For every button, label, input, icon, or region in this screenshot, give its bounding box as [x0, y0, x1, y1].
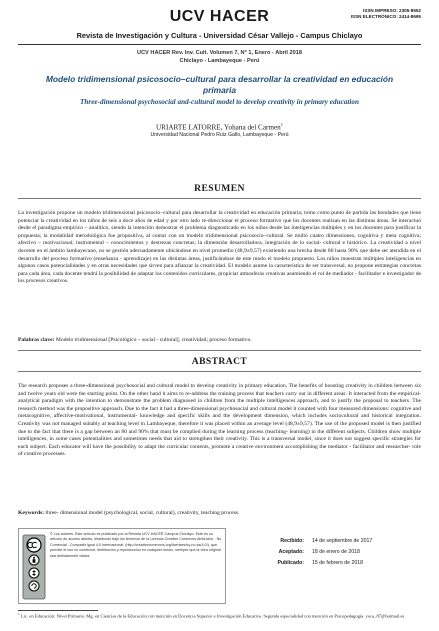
license-box	[18, 528, 226, 604]
article-title-english: Three-dimensional psychosocial and-cultural model to develop creativity in primary education	[80, 98, 359, 106]
date-accepted-label: Aceptado:	[278, 549, 304, 555]
keywords-english	[18, 510, 421, 518]
header-rule	[18, 44, 421, 45]
citation-volume: UCV HACER Rev. Inv. Cult. Volumen 7, N° 1, Enero - Abril 2018	[137, 50, 302, 56]
issn-block	[351, 8, 421, 20]
date-accepted-value: 18 de enero de 2018	[312, 549, 360, 555]
abstract-top-rule	[18, 350, 421, 351]
resumen-text: La investigación propone un modelo tridimensional psicosocio–cultural para desarrollar la creatividad en educación primaria; tomo como punto de partida las bondades que tiene potenciar la creatividad en los niños de seis a doce años de edad y por otro lado re-direccionar el proceso formativo que los docentes realizan en las distintas áreas. Se interactuó desde el paradigma empírico – analítico, siendo la intención demostrar el problema diagnosticado en los niños desde las inteligencias múltiples y en los docentes para justificar la propuesta; la modalidad metodológica fue propositiva, al contar con un modelo tridimensional psicosocio–cultural. Se midió cuatro dimensiones, cognitiva y meta cognitiva; afectivo – motivacional; instrumental – conocimientos y destrezas concretas; la dimensión desarrolladora, integración de lo social- cultural e histórico. La creatividad a nivel docente en el ámbito lambayecano, no se gestión adecuadamente ubicándose en nivel promedio (48,9±9,57) existiendo una brecha desde 80 hasta 90% que debe ser atendida en el desarrollo del proceso formativo (enseñanza - aprendizaje) en las distintas áreas, justificándose de este modo el modelo propuesto. Los niños muestran múltiples inteligencias en algunos casos potencialidades y en otras necesidades que sirven para afianzar la creatividad. El modelo asume la característica de ser transversal, no propone estrategias concretas para cada área, cada docente tendrá la posibilidad de adaptar los contenidos curriculares, propiciar atmosferas creativas asumiendo el rol de mediador - facilitador e investigador de los procesos creativos.	[18, 210, 421, 285]
resumen-heading: RESUMEN	[194, 183, 245, 194]
issn-electronic: ISSN ELECTRÓNICO: 2414-8695	[350, 14, 421, 19]
author-name	[0, 122, 439, 131]
author-affiliation: Universidad Nacional Pedro Ruiz Gallo, Lambayeque - Perú	[150, 132, 289, 138]
keywords-spanish	[18, 337, 421, 345]
keywords-spanish-text: Modelo tridimensional [Psicológico – social - cultural]; creatividad; proceso formativo.	[55, 337, 252, 343]
footnote-rule	[18, 610, 98, 611]
keywords-english-label: Keywords:	[18, 510, 45, 516]
author-name-text: URIARTE LATORRE, Yohana del Carmen	[155, 123, 281, 132]
date-received-row	[246, 536, 372, 547]
author-footnote-marker: 1	[280, 122, 284, 127]
journal-subtitle: Revista de Investigación y Cultura - Universidad César Vallejo - Campus Chiclayo	[76, 31, 363, 40]
date-accepted-row	[246, 547, 372, 558]
footnote-marker: 1	[18, 612, 20, 616]
issn-print: ISSN IMPRESO: 2305-8552	[363, 8, 421, 13]
keywords-english-text: three- dimensional model (psychological, social, cultural), creativity, teaching process.	[45, 510, 240, 516]
license-text: © Los autores. Este artículo es publicado por la Revista UCV HACER Campus Chiclayo. Este es un artículo de acceso abierto, distribuido bajo los términos de la Licencia Creative Commons Atribución - No Comercial - Compartir igual 4.0 Internacional. (http://creativecommons.org/licenses/by-nc-sa/4.0/), que permite el uso no comercial, distribución y reproducción en cualquier medio, siempre que la obra original sea debidamente citada.	[50, 532, 222, 558]
date-published-row	[246, 558, 372, 569]
creative-commons-icon	[22, 534, 46, 600]
author-footnote	[18, 612, 421, 619]
keywords-spanish-label: Palabras clave:	[18, 337, 55, 343]
date-published-label: Publicado:	[277, 560, 304, 566]
date-received-value: 14 de septiembre de 2017	[312, 538, 373, 544]
abstract-heading: ABSTRACT	[191, 356, 248, 367]
abstract-rule	[18, 371, 421, 372]
citation-line	[0, 49, 439, 65]
article-title-spanish: Modelo tridimensional psicosocio–cultural para desarrollar la creatividad en educación primaria	[45, 74, 394, 95]
date-published-value: 15 de febrero de 2018	[312, 560, 364, 566]
date-received-label: Recibido:	[280, 538, 304, 544]
abstract-text: The research proposes a three-dimensional psychosocial and cultural model to develop creativity in primary education. The benefits of boosting creativity in children between six and twelve years old were the starting point. On the other hand it aims to re-address the training process that teachers carry out in different areas. It interacted from the empirical-analytical paradigm with the intention to demonstrate the problem diagnosed in children from the multiple intelligences approach, and to justify the proposal to teachers. The research method was the propositive approach. Due to the fact it had a three-dimensional psychosocial and cultural model it counted with four measured dimensions: cognitive and metacognitive, affective-motivational, instrumental- knowledge and specific skills and the development dimension, which includes sociocultural and historical integration. Creativity was not managed suitably at teaching level in Lambayeque, therefore it was placed within an average level (48,9±9,57). The use of the proposed model is then justified due to the fact that there is a gap between an 80 and 90% that must be complied during the learning process (teaching- learning) in the different subjects. Children show multiple intelligences, in some cases potentialities and sometimes needs that aid to strengthen their creativity. This is a transversal model, since it does not suggest specific strategies for each subject. Each educator will have the possibility to adapt the curricular contents, promote a creative environment accomplishing the mediator - facilitator and researcher- role of creative processes.	[18, 383, 421, 458]
publication-dates	[246, 536, 372, 569]
citation-place: Chiclayo - Lambayeque - Perú	[179, 58, 260, 64]
journal-name: UCV HACER	[169, 8, 270, 25]
resumen-rule	[18, 198, 421, 199]
footnote-text: Lic. en Educación: Nivel Primario. Mg. en Ciencias de la Educación con mención en Docencia Superior e Investigación Educativa. Segunda especialidad con mención en Psicopedagogía. yoca_87@hotmail.es	[20, 613, 405, 619]
